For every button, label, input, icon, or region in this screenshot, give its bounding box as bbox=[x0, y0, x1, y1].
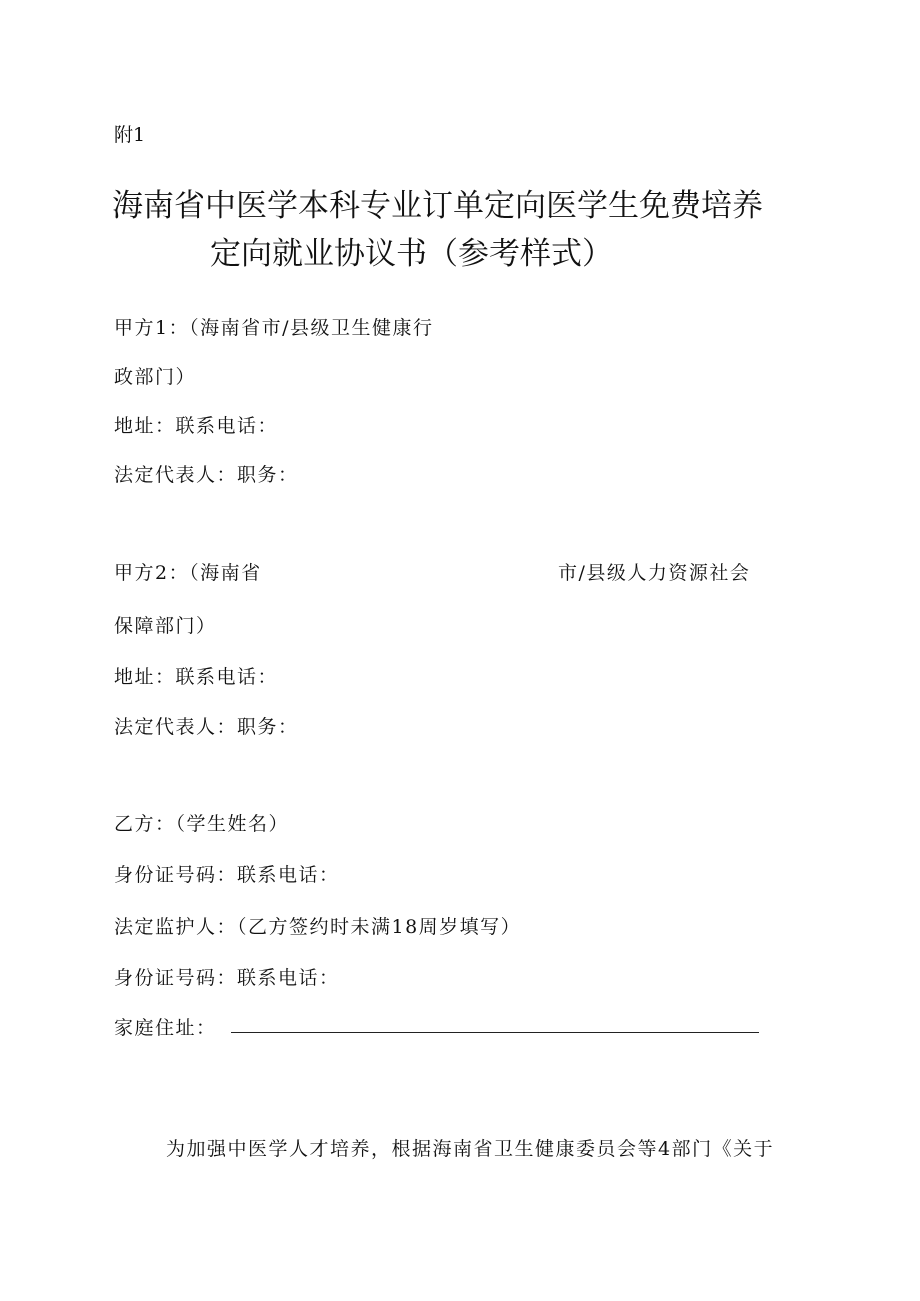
party-a2-representative: 法定代表人：职务： bbox=[114, 716, 299, 738]
party-a1-address-phone: 地址：联系电话： bbox=[114, 415, 279, 437]
party-a2-label: 甲方2：（海南省 bbox=[114, 562, 262, 584]
party-a1-label-cont: 政部门） bbox=[114, 366, 197, 388]
party-a2-label-right: 市/县级人力资源社会 bbox=[558, 562, 751, 584]
party-b-id-phone: 身份证号码：联系电话： bbox=[114, 864, 340, 886]
home-address-underline bbox=[231, 1032, 759, 1033]
party-b-guardian: 法定监护人：（乙方签约时未满18周岁填写） bbox=[114, 916, 522, 938]
party-b-guardian-id-phone: 身份证号码：联系电话： bbox=[114, 967, 340, 989]
body-paragraph: 为加强中医学人才培养，根据海南省卫生健康委员会等4部门《关于 bbox=[166, 1138, 775, 1160]
party-b-home-address-label: 家庭住址： bbox=[114, 1017, 217, 1039]
party-a1-label: 甲方1：（海南省市/县级卫生健康行 bbox=[114, 317, 434, 339]
attachment-label: 附1 bbox=[114, 124, 146, 146]
party-a2-label-cont: 保障部门） bbox=[114, 615, 217, 637]
party-a1-representative: 法定代表人：职务： bbox=[114, 464, 299, 486]
document-title-line-1: 海南省中医学本科专业订单定向医学生免费培养 bbox=[112, 188, 763, 224]
document-title-line-2: 定向就业协议书（参考样式） bbox=[210, 236, 613, 272]
party-a2-address-phone: 地址：联系电话： bbox=[114, 666, 279, 688]
party-b-label: 乙方：（学生姓名） bbox=[114, 813, 290, 835]
